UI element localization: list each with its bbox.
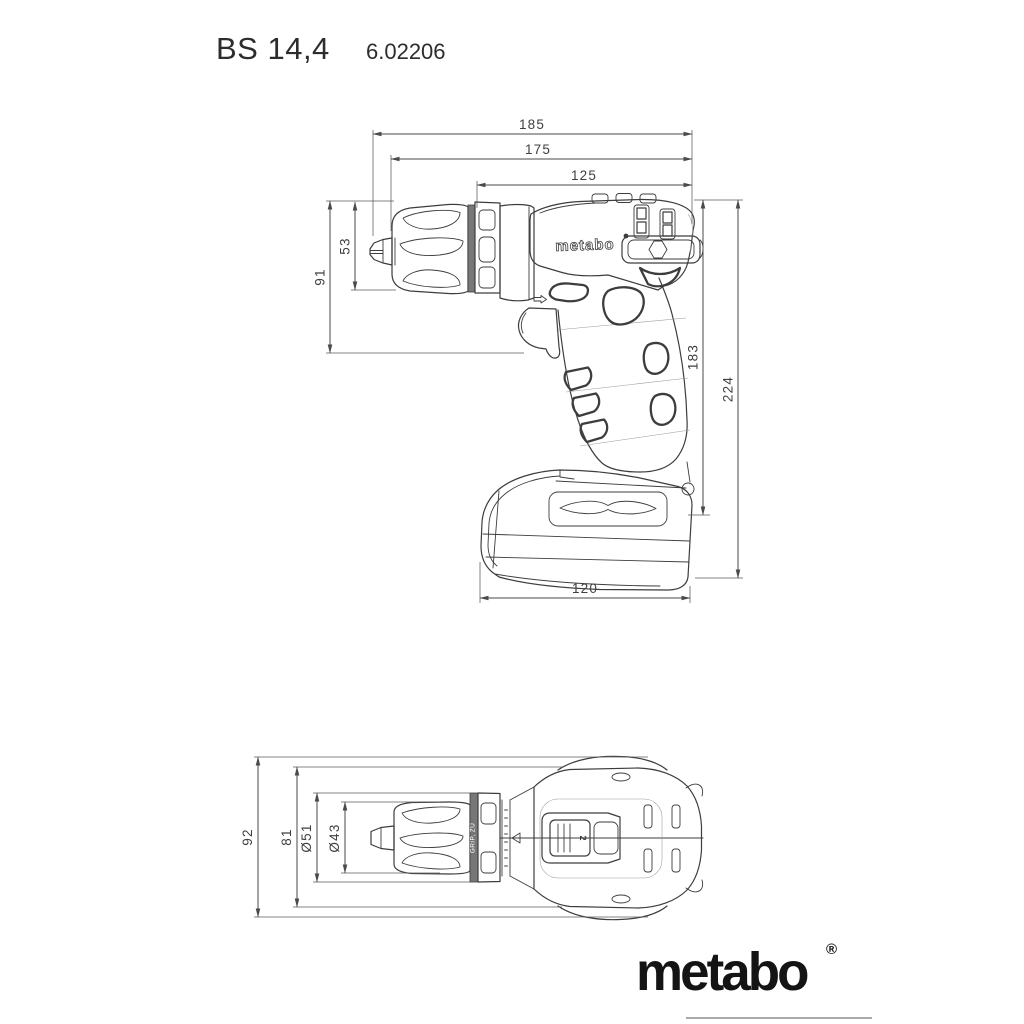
dim-label-total-width: 92 bbox=[240, 828, 255, 846]
dim-length-without-chuck-tip bbox=[391, 142, 692, 159]
dim-collar-diameter bbox=[299, 793, 317, 882]
handle bbox=[556, 278, 694, 495]
dim-label-total-length: 185 bbox=[518, 117, 546, 132]
dim-front-height bbox=[313, 201, 331, 353]
battery-pack bbox=[481, 470, 692, 590]
dim-total-length bbox=[373, 117, 692, 134]
dim-label-housing-width: 81 bbox=[279, 828, 294, 846]
dim-total-width bbox=[240, 757, 258, 917]
dim-chuck-height bbox=[338, 202, 356, 290]
side-view-dimensions bbox=[313, 117, 744, 603]
gear-selector-label: 2 bbox=[578, 835, 588, 841]
article-number: 6.02206 bbox=[366, 39, 446, 64]
top-vent-1 bbox=[592, 194, 608, 203]
rubber-bumper-top bbox=[558, 756, 667, 770]
dim-label-height-without-battery: 183 bbox=[685, 343, 701, 371]
grip-insert-upper bbox=[603, 287, 644, 324]
clip-hex-bolt bbox=[649, 241, 667, 258]
grip-insert-rear-2 bbox=[651, 394, 676, 425]
top-chuck-barrel bbox=[394, 802, 470, 874]
chuck-flute-middle bbox=[400, 238, 463, 256]
dim-housing-length bbox=[477, 168, 692, 185]
brand-marking: metabo bbox=[555, 235, 615, 256]
dim-label-front-height: 91 bbox=[312, 268, 328, 286]
rear-grip-insert bbox=[640, 268, 680, 286]
dim-label-housing-length: 125 bbox=[570, 168, 598, 183]
motor-housing bbox=[530, 194, 694, 291]
side-view bbox=[313, 117, 744, 603]
page-title: BS 14,4 bbox=[216, 31, 330, 66]
battery-release-button bbox=[560, 501, 656, 514]
battery-release-frame bbox=[549, 492, 667, 526]
rotation-direction-arrow bbox=[534, 296, 547, 304]
grip-insert-front-3 bbox=[581, 420, 608, 443]
top-chuck-nose bbox=[371, 826, 394, 850]
chuck-barrel bbox=[392, 204, 468, 293]
dim-label-collar-diameter: Ø51 bbox=[299, 823, 314, 853]
top-flute-3 bbox=[402, 853, 460, 869]
dim-label-length-without-chuck-tip: 175 bbox=[524, 142, 552, 157]
top-flute-2 bbox=[400, 833, 463, 848]
dim-label-total-height: 224 bbox=[720, 375, 736, 403]
gearbox-housing bbox=[500, 205, 534, 301]
chuck-flute-bottom bbox=[403, 270, 460, 287]
dim-housing-width bbox=[279, 767, 297, 907]
top-vent-2 bbox=[616, 194, 632, 203]
metabo-logo: metabo bbox=[636, 942, 807, 1002]
grip-insert-front-1 bbox=[565, 368, 592, 391]
chuck-ring-text: GRIP, ZU bbox=[469, 822, 477, 854]
grip-insert-front-2 bbox=[573, 394, 600, 417]
dim-label-chuck-diameter: Ø43 bbox=[327, 823, 342, 853]
top-flute-1 bbox=[402, 807, 460, 823]
top-chuck-collar bbox=[470, 793, 511, 882]
top-view bbox=[240, 756, 703, 919]
top-view-drill-drawing bbox=[371, 756, 703, 919]
chuck-collar bbox=[468, 202, 500, 293]
registered-trademark-symbol: ® bbox=[826, 941, 838, 958]
dim-total-height bbox=[721, 200, 739, 578]
dim-chuck-diameter bbox=[327, 802, 345, 873]
side-view-drill-drawing bbox=[370, 194, 703, 591]
dim-label-chuck-height: 53 bbox=[337, 237, 353, 255]
chuck-nose bbox=[370, 238, 392, 265]
top-vent-3 bbox=[640, 194, 656, 203]
grip-recess bbox=[550, 283, 588, 301]
rubber-bumper-bottom bbox=[558, 906, 667, 920]
chuck-flute-top bbox=[403, 210, 460, 229]
dim-label-battery-length: 120 bbox=[571, 581, 599, 596]
grip-insert-rear-1 bbox=[644, 343, 669, 374]
footer-rule bbox=[686, 1017, 872, 1019]
